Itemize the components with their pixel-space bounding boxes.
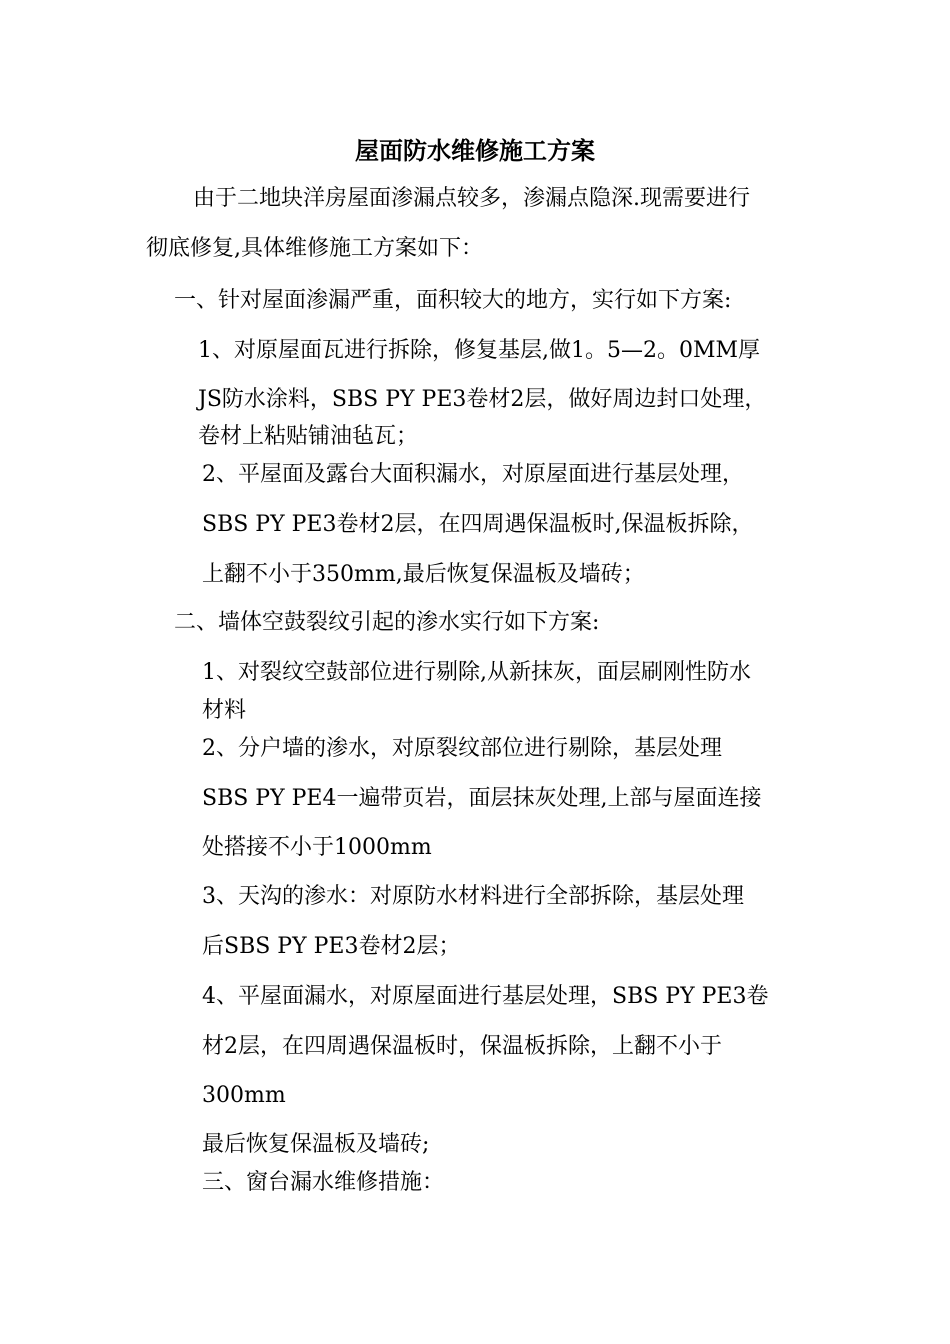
list-item: JS防水涂料，SBS PY PE3卷材2层，做好周边封口处理， [198,387,767,412]
list-item: 上翻不小于350mm,最后恢复保温板及墙砖； [202,562,645,587]
paragraph-line: 由于二地块洋房屋面渗漏点较多，渗漏点隐深.现需要进行 [193,186,750,211]
list-item: 4、平屋面漏水，对原屋面进行基层处理，SBS PY PE3卷 [202,984,769,1009]
document-title: 屋面防水维修施工方案 [355,137,595,165]
list-item: 3、天沟的渗水：对原防水材料进行全部拆除，基层处理 [202,884,744,909]
list-item: 处搭接不小于1000mm [202,835,432,860]
list-item: 300mm [202,1083,286,1108]
list-item: 材2层，在四周遇保温板时，保温板拆除，上翻不小于 [202,1034,722,1059]
section-heading: 三、窗台漏水维修措施： [202,1170,445,1195]
list-item: 1、对裂纹空鼓部位进行剔除,从新抹灰，面层刷刚性防水 [202,660,751,685]
list-item: 2、平屋面及露台大面积漏水，对原屋面进行基层处理， [202,462,744,487]
section-heading: 一、针对屋面渗漏严重，面积较大的地方，实行如下方案: [174,288,732,313]
list-item: 卷材上粘贴铺油毡瓦； [198,424,419,449]
list-item: 最后恢复保温板及墙砖; [202,1132,430,1157]
list-item: 1、对原屋面瓦进行拆除，修复基层,做1。5—2。0MM厚 [198,338,761,363]
list-item: SBS PY PE4一遍带页岩，面层抹灰处理,上部与屋面连接 [202,786,762,811]
list-item: SBS PY PE3卷材2层，在四周遇保温板时,保温板拆除， [202,512,754,537]
list-item: 2、分户墙的渗水，对原裂纹部位进行剔除，基层处理 [202,736,722,761]
paragraph-line: 彻底修复,具体维修施工方案如下： [146,236,483,261]
section-heading: 二、墙体空鼓裂纹引起的渗水实行如下方案: [174,610,600,635]
list-item: 后SBS PY PE3卷材2层； [202,934,461,959]
list-item: 材料 [202,698,247,723]
